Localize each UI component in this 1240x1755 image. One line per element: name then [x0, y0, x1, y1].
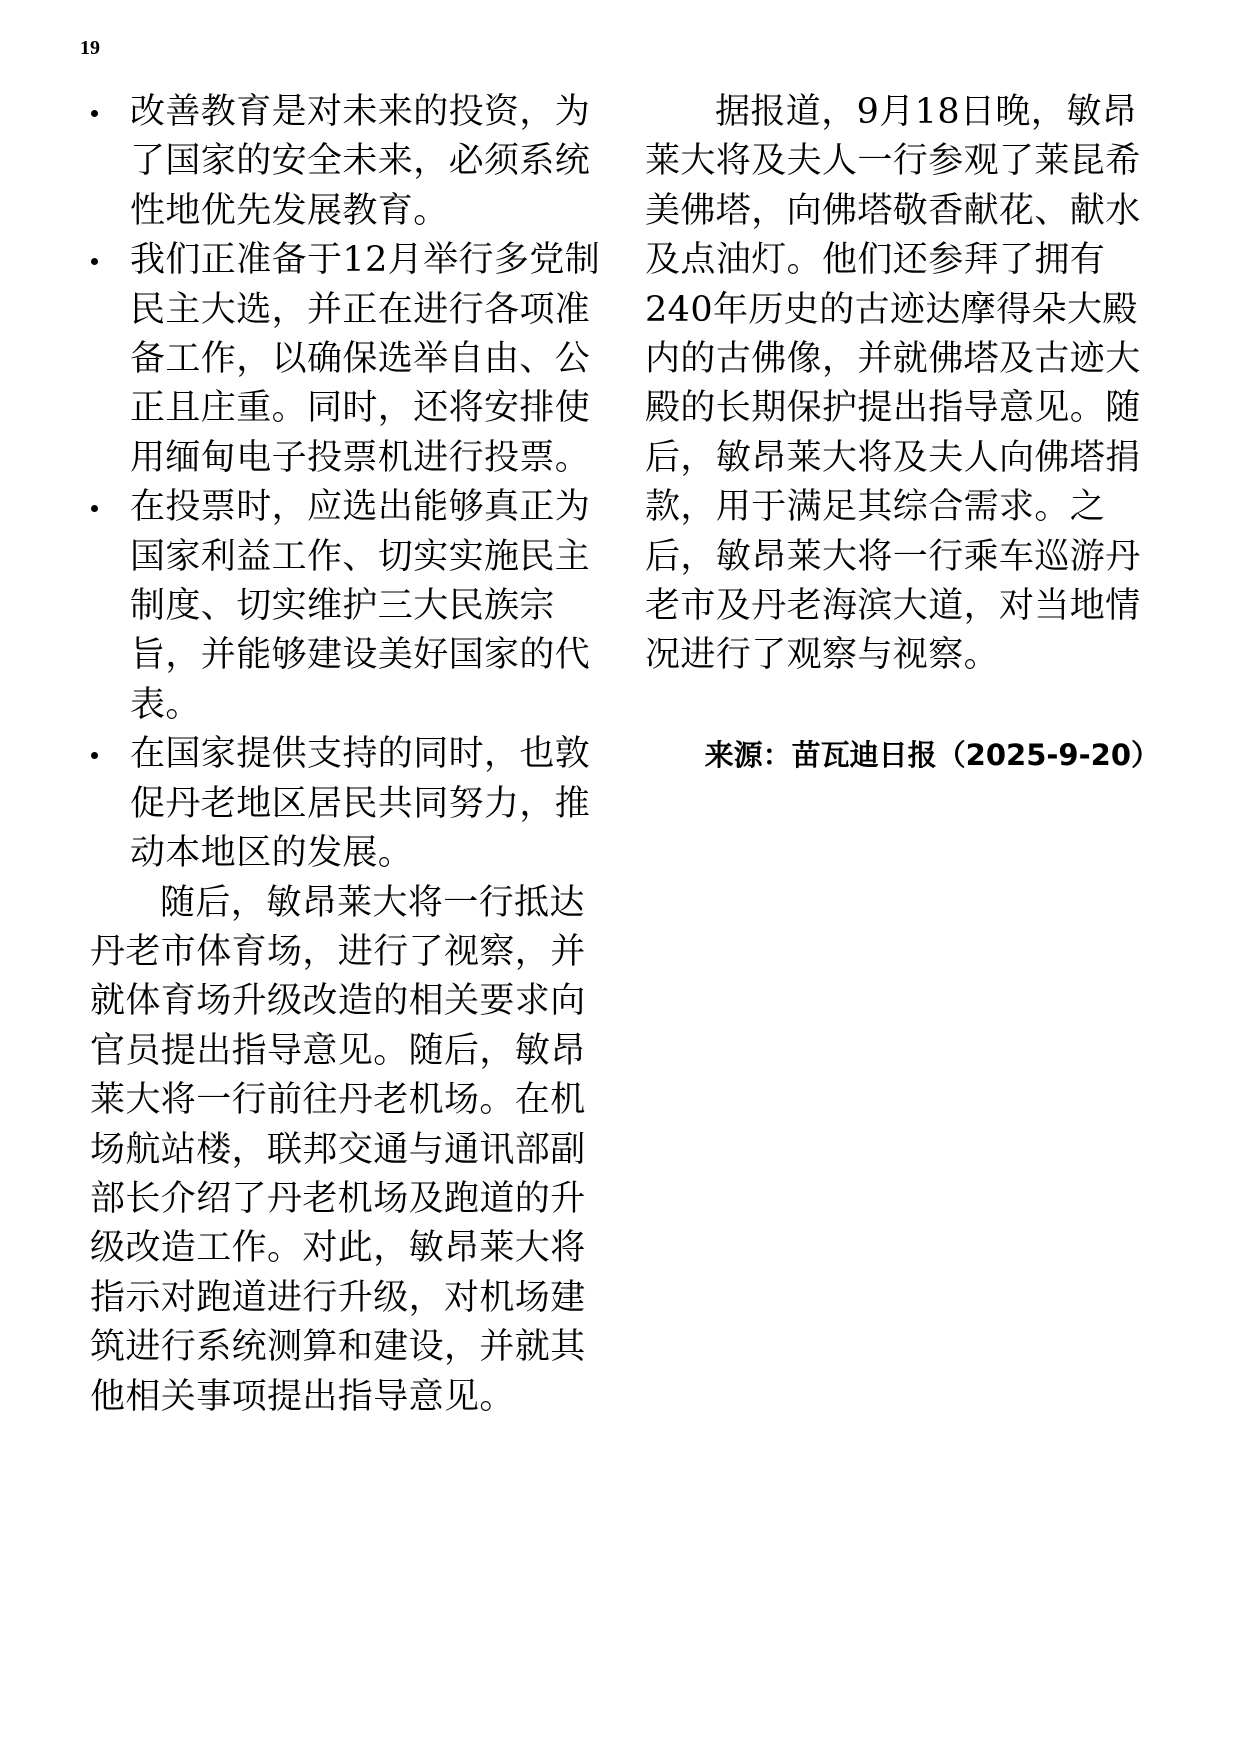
bullet-dot-icon: [91, 110, 98, 117]
bullet-dot-icon: [91, 752, 98, 759]
bullet-item: [90, 483, 610, 730]
bullet-dot-icon: [91, 505, 98, 512]
page-number: 19: [80, 37, 100, 59]
bullet-item: [90, 88, 610, 236]
body-paragraph: 随后，敏昂莱大将一行抵达丹老市体育场，进行了视察，并就体育场升级改造的相关要求向官员提出指导意见。随后，敏昂莱大将一行前往丹老机场。在机场航站楼，联邦交通与通讯部副部长介绍了丹老机场及跑道的升级改造工作。对此，敏昂莱大将指示对跑道进行升级，对机场建筑进行系统测算和建设，并就其他相关事项提出指导意见。: [90, 882, 586, 1417]
bullet-item: [90, 236, 610, 483]
bullet-list: [90, 88, 610, 879]
source-citation: 来源：苗瓦迪日报（2025-9-20）: [704, 737, 1160, 772]
left-column: [90, 88, 610, 1422]
bullet-text: 我们正准备于12月举行多党制民主大选，并正在进行各项准备工作，以确保选举自由、公正且庄重。同时，还将安排使用缅甸电子投票机进行投票。: [130, 240, 601, 478]
body-paragraph: 据报道，9月18日晚，敏昂莱大将及夫人一行参观了莱昆希美佛塔，向佛塔敬香献花、献水及点油灯。他们还参拜了拥有240年历史的古迹达摩得朵大殿内的古佛像，并就佛塔及古迹大殿的长期保护提出指导意见。随后，敏昂莱大将及夫人向佛塔捐款，用于满足其综合需求。之后，敏昂莱大将一行乘车巡游丹老市及丹老海滨大道，对当地情况进行了观察与视察。: [645, 92, 1141, 676]
bullet-text: 改善教育是对未来的投资，为了国家的安全未来，必须系统性地优先发展教育。: [130, 92, 591, 231]
right-column: [645, 88, 1160, 775]
bullet-dot-icon: [91, 258, 98, 265]
bullet-text: 在国家提供支持的同时，也敦促丹老地区居民共同努力，推动本地区的发展。: [130, 734, 591, 874]
bullet-text: 在投票时，应选出能够真正为国家利益工作、切实实施民主制度、切实维护三大民族宗旨，并能够建设美好国家的代表。: [130, 487, 591, 725]
bullet-item: [90, 730, 610, 878]
